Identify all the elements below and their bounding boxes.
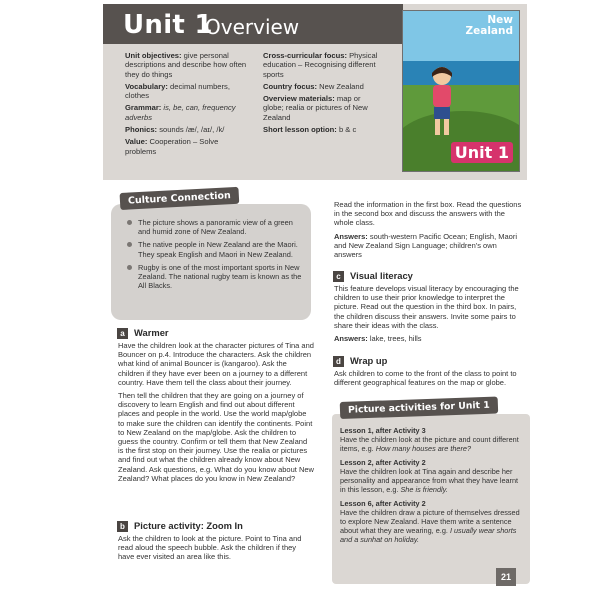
section-d-label: d (333, 356, 344, 367)
section-a-label: a (117, 328, 128, 339)
tina-character-icon (425, 63, 459, 137)
objective-item: Grammar: is, be, can, frequency adverbs (125, 103, 236, 122)
objective-item: Vocabulary: decimal numbers, clothes (125, 81, 230, 101)
culture-item: Rugby is one of the most important sports in New Zealand. The national rugby team is known as the All Blacks. (124, 263, 306, 291)
section-a-title: Warmer (134, 327, 169, 338)
page-number: 21 (496, 568, 516, 586)
objective-item: Short lesson option: b & c (263, 125, 357, 135)
section-d-title: Wrap up (350, 355, 388, 366)
activity-item: Lesson 1, after Activity 3 Have the children look at the picture and count different items, e.g. How many houses are there? (340, 426, 519, 453)
picture-activities-tab: Picture activities for Unit 1 (340, 396, 498, 418)
objective-item: Country focus: New Zealand (263, 81, 364, 91)
objective-item: Cross-curricular focus: Physical education – Recognising different sports (263, 51, 378, 79)
culture-connection-tab: Culture Connection (120, 187, 240, 210)
objective-item: Overview materials: map or globe; realia or pictures of New Zealand (263, 94, 368, 122)
title-overview: Overview (205, 15, 300, 39)
picture-activities-list (340, 426, 524, 549)
cover-unit-label: Unit 1 (451, 142, 513, 163)
culture-item: The native people in New Zealand are the Maori. They speak English and Maori in New Zealand. (124, 240, 306, 258)
cover-title: New Zealand (465, 14, 513, 37)
right-top-body: Read the information in the first box. Read the questions in the second box and discuss the answers with the whole class. Answers: south-western Pacific Ocean; English, Maori and New Zealand Sign Language; children's own answers (334, 200, 522, 260)
objective-item: Unit objectives: give personal descriptions and describe how often they do things (125, 51, 247, 79)
activity-item: Lesson 6, after Activity 2 Have the children draw a picture of themselves dressed to explore New Zealand. Have them write a sentence about what they are wearing, e.g. I usually wear shorts and a sunhat on holiday. (340, 499, 520, 544)
section-d-body: Ask children to come to the front of the class to point to different geographical features on the map or globe. (334, 369, 517, 388)
section-c-label: c (333, 271, 344, 282)
culture-connection-list (124, 218, 306, 294)
section-a-body: Have the children look at the character pictures of Tina and Bouncer on p.4. Introduce the characters. Ask the children what kind of animal Bouncer is (kangaroo). Ask the children if they have ever been on a journey to a different country. Have them tell the class about their journey. Then tell the children that they are going on a journey of discovery to learn English and find out about different places and people in the world. Use the world map/globe to make sure the children can identify the continents. Point to New Zealand on the map/globe. Ask the children to guess the country. Confirm or tell them that New Zealand is the first stop on their journey. Use the realia or pictures and find out what the children already know about New Zealand. Ask questions, e.g. What do you know about New Zealand? What places do you know in New Zealand? (118, 341, 314, 483)
objectives-column-left (125, 51, 249, 159)
title-unit: Unit 1 (123, 10, 213, 40)
culture-item: The picture shows a panoramic view of a green and humid zone of New Zealand. (124, 218, 306, 236)
page (14, 0, 586, 600)
section-c-body: This feature develops visual literacy by encouraging the children to use their prior knowledge to interpret the picture. Read out the question in the third box. In pairs, the children discuss their answers. Invite some pairs to share their ideas with the class. Answers: lake, trees, hills (334, 284, 519, 344)
section-b-body: Ask the children to look at the picture. Point to Tina and read aloud the speech bubble. Ask the children if they have ever visited an area like this. (118, 534, 302, 562)
book-cover-image (402, 10, 520, 172)
section-c-title: Visual literacy (350, 270, 413, 281)
section-b-label: b (117, 521, 128, 532)
objective-item: Value: Cooperation – Solve problems (125, 137, 219, 156)
activity-item: Lesson 2, after Activity 2 Have the children look at Tina again and describe her personality and appearance from what they have learnt in this lesson, e.g. She is friendly. (340, 458, 519, 494)
objective-item: Phonics: sounds /æ/, /aɪ/, /k/ (125, 125, 225, 135)
objectives-column-right (263, 51, 383, 137)
section-b-title: Picture activity: Zoom In (134, 520, 243, 531)
title-bar (103, 4, 403, 44)
